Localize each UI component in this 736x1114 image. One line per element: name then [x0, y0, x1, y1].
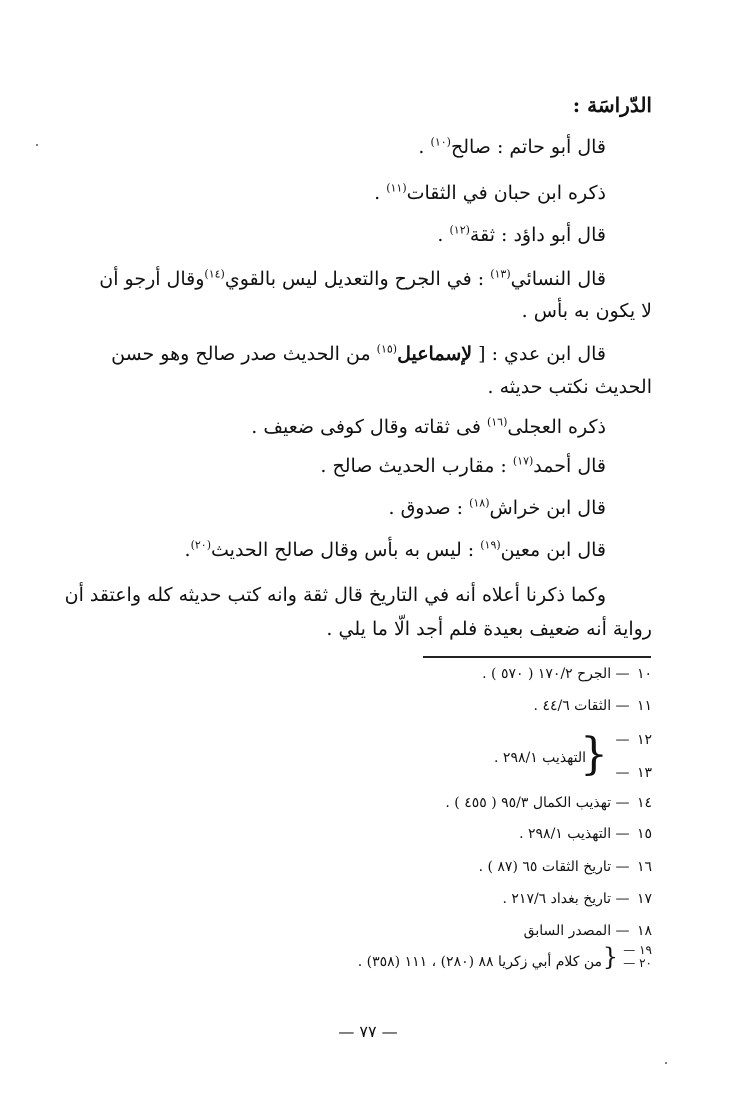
- footnote-ref-12[interactable]: (١٢): [449, 223, 470, 237]
- paragraph-text: من الحديث صدر صالح وهو حسن: [111, 343, 377, 365]
- footnote-ref-19[interactable]: (١٩): [480, 538, 501, 552]
- section-heading: الدّراسَة :: [572, 93, 652, 117]
- paragraph-ibn-khirash: [388, 495, 606, 521]
- footnote-separator: [423, 656, 651, 658]
- footnote-ref-15[interactable]: (١٥): [376, 342, 398, 356]
- footnote-number: ١٨: [636, 923, 652, 939]
- footnote-14: [445, 793, 652, 813]
- paragraph-text: قال ابن خراش: [489, 497, 606, 519]
- footnote-text: تهذيب الكمال ٩٥/٣ ( ٤٥٥ ) .: [445, 795, 612, 811]
- footnote-number: ١٣: [636, 765, 652, 781]
- paragraph-ijli: [251, 414, 606, 440]
- paragraph-nasai-line2: لا يكون به بأس .: [521, 300, 652, 322]
- paragraph-text: ذكره ابن حبان في الثقات: [406, 182, 606, 204]
- paragraph-abu-hatim: [418, 134, 606, 160]
- scan-speck: [36, 144, 38, 146]
- footnote-16: [479, 857, 652, 877]
- footnote-19-20-text: من كلام أبي زكريا ٨٨ (٢٨٠) ، ١١١ (٣٥٨) .: [357, 954, 602, 970]
- footnote-dash: —: [615, 765, 630, 781]
- paragraph-tail: .: [418, 136, 431, 158]
- paragraph-text: قال أحمد: [533, 455, 606, 477]
- footnote-dash: —: [615, 795, 630, 811]
- brace-icon: }: [580, 729, 608, 780]
- footnote-dash: —: [615, 666, 630, 682]
- paragraph-nasai: [99, 266, 606, 292]
- footnote-text: تاريخ الثقات ٦٥ (٨٧ ) .: [478, 859, 612, 875]
- paragraph-text: قال أبو داؤد : ثقة: [469, 224, 606, 246]
- paragraph-text: قال النسائي: [510, 268, 606, 290]
- scan-speck: [665, 1062, 667, 1064]
- footnote-dash: —: [615, 698, 630, 714]
- paragraph-tail: .: [437, 224, 450, 246]
- footnote-10: [482, 664, 652, 684]
- paragraph-text: : ليس به بأس وقال صالح الحديث: [211, 539, 481, 561]
- footnote-number: ١٦: [636, 859, 652, 875]
- footnote-text: تاريخ بغداد ٢١٧/٦ .: [502, 891, 612, 907]
- brace-icon: }: [602, 943, 618, 971]
- footnote-number: ١٤: [636, 795, 652, 811]
- footnote-11: [534, 696, 652, 716]
- paragraph-conclusion-line1: وكما ذكرنا أعلاه أنه في التاريخ قال ثقة وانه كتب حديثه كله واعتقد أن: [64, 584, 606, 606]
- footnote-ref-11[interactable]: (١١): [386, 181, 407, 195]
- footnote-number: ١٠: [636, 666, 652, 682]
- footnote-ref-16[interactable]: (١٦): [486, 415, 508, 429]
- paragraph-text: قال ابن عدي : [: [472, 343, 606, 365]
- paragraph-tail: : مقارب الحديث صالح .: [320, 455, 513, 477]
- paragraph-ibn-main: [185, 537, 606, 563]
- paragraph-tail: : صدوق .: [388, 497, 470, 519]
- footnote-number: ١١: [636, 698, 652, 714]
- paragraph-conclusion-line2: رواية أنه ضعيف بعيدة فلم أجد الّا ما يلي .: [326, 618, 652, 640]
- footnote-number: ١٥: [636, 826, 652, 842]
- footnote-ref-14[interactable]: (١٤): [204, 267, 225, 281]
- paragraph-ibn-adi: [111, 341, 606, 367]
- footnote-text: الجرح ١٧٠/٢ ( ٥٧٠ ) .: [482, 666, 612, 682]
- paragraph-tail: .: [184, 539, 191, 561]
- footnote-dash: —: [615, 732, 630, 748]
- footnote-18: [524, 921, 652, 941]
- footnote-text: الثقات ٤٤/٦ .: [533, 698, 612, 714]
- footnote-ref-10[interactable]: (١٠): [430, 135, 451, 149]
- footnote-dash: —: [615, 891, 630, 907]
- footnote-17: [503, 889, 653, 909]
- footnote-dash: —: [615, 859, 630, 875]
- footnote-text: التهذيب ٢٩٨/١ .: [519, 826, 612, 842]
- footnote-number: ٢٠: [639, 956, 652, 970]
- paragraph-tail: .: [374, 182, 387, 204]
- footnote-number: ١٩: [639, 943, 652, 957]
- footnote-12-13-text: التهذيب ٢٩٨/١ .: [494, 750, 586, 766]
- footnote-19-number: ١٩ —: [623, 943, 652, 957]
- footnote-20-number: ٢٠ —: [623, 956, 652, 970]
- paragraph-text: وقال أرجو أن: [99, 268, 205, 290]
- paragraph-text: قال ابن معين: [500, 539, 606, 561]
- page-number: — ٧٧ —: [338, 1022, 398, 1041]
- paragraph-text: : في الجرح والتعديل ليس بالقوي: [224, 268, 491, 290]
- paragraph-text: قال أبو حاتم : صالح: [450, 136, 606, 158]
- footnote-ref-20[interactable]: (٢٠): [190, 538, 211, 552]
- paragraph-ibn-hibban: [374, 180, 606, 206]
- footnote-ref-18[interactable]: (١٨): [469, 496, 490, 510]
- footnote-ref-17[interactable]: (١٧): [512, 454, 534, 468]
- footnote-ref-13[interactable]: (١٣): [490, 267, 511, 281]
- footnote-number: ١٢: [636, 732, 652, 748]
- paragraph-ahmad: [320, 453, 606, 479]
- paragraph-ibn-adi-line2: الحديث نكتب حديثه .: [487, 376, 652, 398]
- footnote-13: [616, 763, 652, 783]
- emphasized-name: لإسماعيل: [397, 343, 473, 365]
- footnote-dash: —: [615, 826, 630, 842]
- footnote-12: [616, 730, 652, 750]
- footnote-15: [519, 824, 652, 844]
- paragraph-text: ذكره العجلى: [507, 416, 606, 438]
- footnote-dash: —: [615, 923, 630, 939]
- footnote-number: ١٧: [636, 891, 652, 907]
- paragraph-tail: فى ثقاته وقال كوفى ضعيف .: [251, 416, 487, 438]
- paragraph-abu-dawud: [437, 222, 606, 248]
- footnote-text: المصدر السابق: [523, 923, 612, 939]
